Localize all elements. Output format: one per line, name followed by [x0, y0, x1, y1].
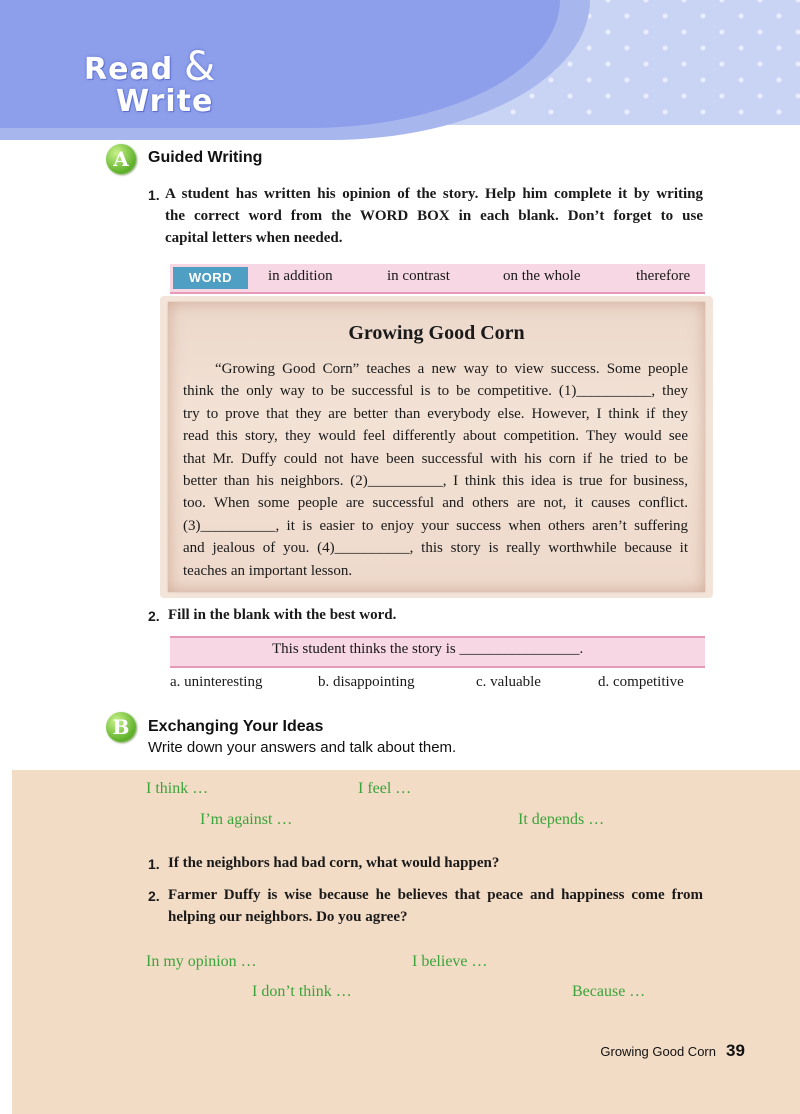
- story-line: too. When some people are successful and others are not, it causes conflict.: [183, 495, 688, 511]
- header-title-read: Read: [84, 52, 174, 87]
- story-line: teaches an important lesson.: [183, 563, 353, 579]
- word-box-label: WORD: [173, 267, 248, 289]
- story-line: better than his neighbors. (2)__________, I think this idea is true for business,: [183, 473, 688, 489]
- fill-in-sentence: This student thinks the story is ________________.: [272, 641, 584, 657]
- section-a-badge: A: [106, 144, 136, 174]
- story-line: think the only way to be successful is to be competitive. (1)__________, they: [183, 383, 688, 399]
- story-line: that Mr. Duffy could not have been successful with his corn if he tried to be: [183, 451, 688, 467]
- page-number: 39: [726, 1041, 745, 1060]
- header-title-ampersand: &: [184, 44, 216, 90]
- section-a-title: Guided Writing: [148, 149, 263, 166]
- phrase-prompt: I think …: [146, 780, 209, 797]
- discussion-question-1-text: If the neighbors had bad corn, what would happen?: [168, 855, 500, 871]
- phrase-prompt: I believe …: [412, 953, 488, 970]
- discussion-question-2-number: 2.: [148, 888, 160, 904]
- question-2-text: Fill in the blank with the best word.: [168, 607, 397, 623]
- question-1-number: 1.: [148, 187, 160, 203]
- footer-book-title: Growing Good Corn: [600, 1044, 716, 1059]
- word-box-word: therefore: [636, 268, 691, 284]
- word-box-word: on the whole: [503, 268, 581, 284]
- phrase-prompt: I feel …: [358, 780, 412, 797]
- phrase-prompt: I’m against …: [200, 811, 293, 828]
- answer-option-b: b. disappointing: [318, 674, 415, 690]
- question-2-number: 2.: [148, 608, 160, 624]
- section-b-badge: B: [106, 712, 136, 742]
- story-title: Growing Good Corn: [348, 322, 525, 344]
- discussion-question-1-number: 1.: [148, 856, 160, 872]
- section-b-title: Exchanging Your Ideas: [148, 718, 324, 735]
- story-line: and jealous of you. (4)__________, this story is really worthwhile because it: [183, 540, 688, 556]
- answer-option-a: a. uninteresting: [170, 674, 263, 690]
- discussion-question-2-line-1: Farmer Duffy is wise because he believes that peace and happiness come from: [168, 887, 703, 903]
- phrase-prompt: Because …: [572, 983, 646, 1000]
- answer-option-d: d. competitive: [598, 674, 684, 690]
- section-b-subtitle: Write down your answers and talk about them.: [148, 739, 457, 756]
- question-1-line-1: A student has written his opinion of the story. Help him complete it by writing: [165, 186, 703, 202]
- word-box: [170, 264, 705, 294]
- story-line: (3)__________, it is easier to enjoy your success when others aren’t suffering: [183, 518, 688, 534]
- story-line: read this story, they would feel differently about competition. They would see: [183, 428, 688, 444]
- discussion-question-2-line-2: helping our neighbors. Do you agree?: [168, 909, 408, 925]
- phrase-prompt: It depends …: [518, 811, 605, 828]
- word-box-word: in contrast: [387, 268, 450, 284]
- answer-option-c: c. valuable: [476, 674, 541, 690]
- question-1-line-3: capital letters when needed.: [165, 230, 343, 246]
- discussion-panel: [12, 770, 800, 1114]
- phrase-prompt: In my opinion …: [146, 953, 257, 970]
- question-1-line-2: the correct word from the WORD BOX in each blank. Don’t forget to use: [165, 208, 703, 224]
- phrase-prompt: I don’t think …: [252, 983, 352, 1000]
- word-box-word: in addition: [268, 268, 333, 284]
- story-line: try to prove that they are better than everybody else. However, I think if they: [183, 406, 688, 422]
- story-line: “Growing Good Corn” teaches a new way to view success. Some people: [215, 361, 688, 377]
- header-title-write: Write: [116, 84, 214, 119]
